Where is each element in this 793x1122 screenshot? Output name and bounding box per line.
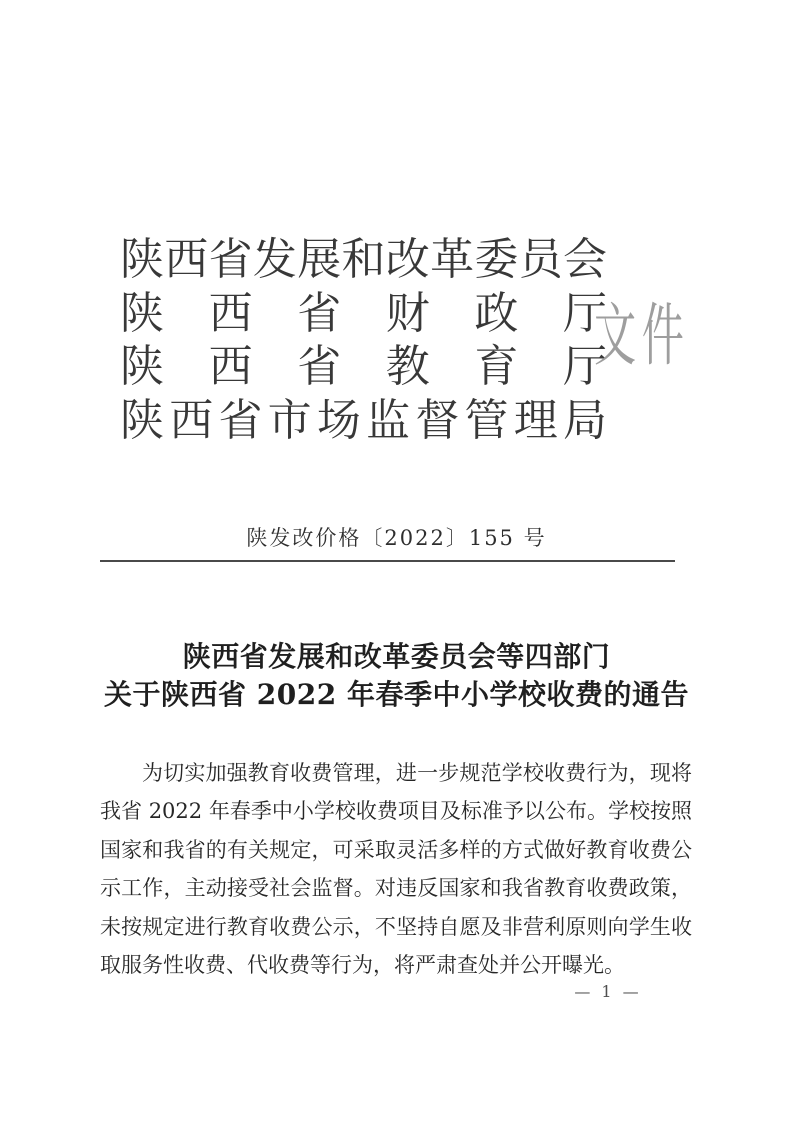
agency-line-market-supervision-bureau: 陕西省市场监督管理局 [120,394,607,446]
agency-line-finance-department: 陕西省财政厅 [120,287,607,339]
document-reference-number: 陕发改价格〔2022〕155 号 [246,526,547,550]
body-line: 示工作，主动接受社会监督。对违反国家和我省教育收费政策， [100,876,692,901]
page-number: — 1 — [574,982,642,1001]
wenjian-document-stamp: 文件 [594,297,690,376]
body-line: 未按规定进行教育收费公示，不坚持自愿及非营利原则向学生收 [100,914,692,939]
body-line: 国家和我省的有关规定，可采取灵活多样的方式做好教育收费公 [100,837,692,862]
body-line: 取服务性收费、代收费等行为，将严肃查处并公开曝光。 [100,953,625,978]
body-line: 我省 2022 年春季中小学校收费项目及标准予以公布。学校按照 [100,799,692,824]
notice-title-line1: 陕西省发展和改革委员会等四部门 [182,640,611,673]
notice-title [0,638,793,714]
body-line: 为切实加强教育收费管理，进一步规范学校收费行为，现将 [142,761,692,785]
agency-name-block [120,233,607,447]
agency-line-education-department: 陕西省教育厅 [120,341,607,392]
notice-title-line2: 关于陕西省 2022 年春季中小学校收费的通告 [104,678,689,711]
notice-body-paragraph [100,754,692,984]
letterhead-divider-rule [100,560,675,562]
agency-line-development-reform-commission: 陕西省发展和改革委员会 [120,234,607,285]
